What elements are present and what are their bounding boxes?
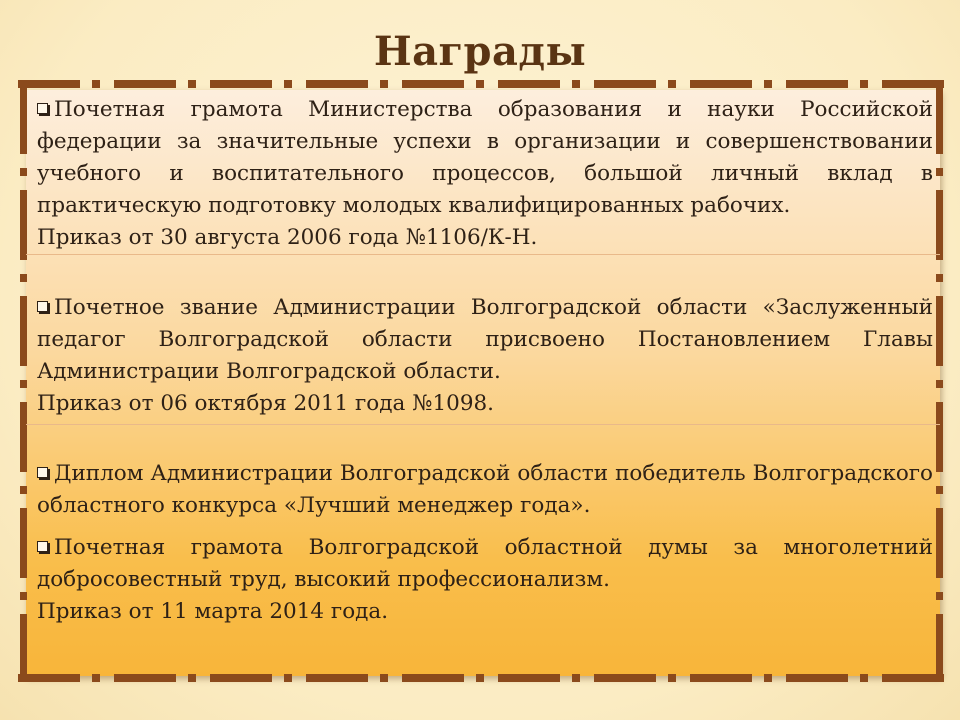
award-order: Приказ от 30 августа 2006 года №1106/К-Н. — [37, 225, 538, 250]
award-text: Почетное звание Администрации Волгоградской области «Заслуженный педагог Волгоградской области присвоено Постановлением Главы Администрации Волгоградской области. — [37, 295, 933, 384]
award-text: Диплом Администрации Волгоградской области победитель Волгоградского областного конкурса «Лучший менеджер года». — [37, 461, 933, 518]
award-text: Почетная грамота Министерства образования и науки Российской федерации за значительные успехи в организации и совершенствовании учебного и воспитательного процессов, большой личный вклад в практическую подготовку молодых квалифицированных рабочих. — [37, 97, 933, 218]
award-item-3 — [37, 458, 933, 522]
frame-left-border — [20, 84, 27, 680]
award-text: Почетная грамота Волгоградской областной думы за многолетний добросовестный труд, высокий профессионализм. — [37, 535, 933, 592]
checkbox-bullet-icon — [37, 541, 48, 552]
checkbox-bullet-icon — [37, 301, 48, 312]
frame-right-border — [936, 84, 943, 680]
award-item-1 — [37, 94, 933, 254]
award-item-4 — [37, 532, 933, 628]
frame-bottom-border — [18, 674, 944, 682]
award-item-2 — [37, 292, 933, 420]
section-divider — [26, 254, 940, 255]
award-order: Приказ от 11 марта 2014 года. — [37, 599, 389, 624]
checkbox-bullet-icon — [37, 103, 48, 114]
frame-top-border — [18, 80, 944, 88]
section-divider — [26, 424, 940, 425]
checkbox-bullet-icon — [37, 467, 48, 478]
page-title: Награды — [373, 28, 587, 75]
award-order: Приказ от 06 октября 2011 года №1098. — [37, 391, 495, 416]
